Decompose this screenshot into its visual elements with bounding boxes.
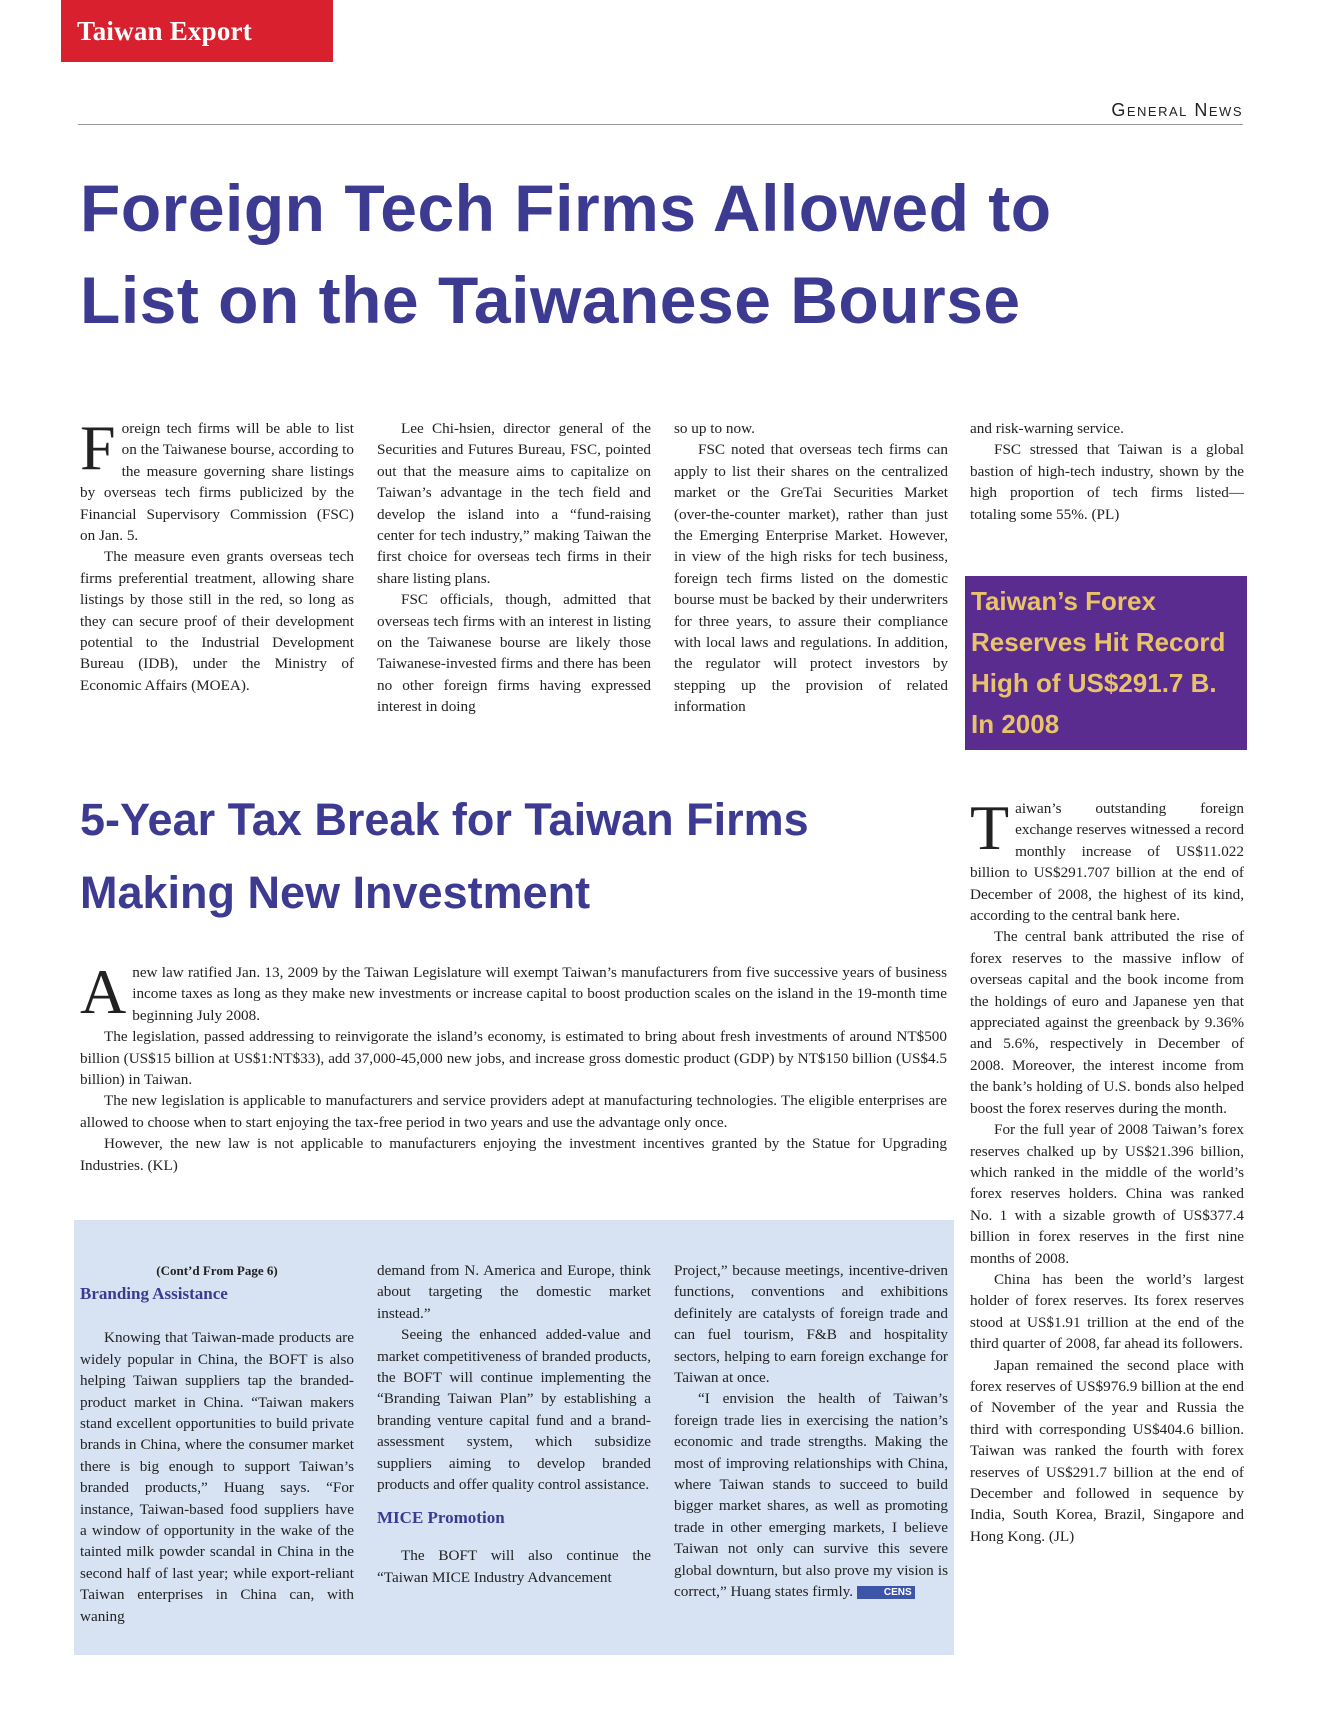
paragraph: The BOFT will also continue the “Taiwan MICE Industry Advancement — [377, 1547, 651, 1586]
paragraph: China has been the world’s largest holder of forex reserves. Its forex reserves stood at US$1.91 trillion at the end of the third quarter of 2008, far ahead its followers. — [970, 1270, 1244, 1353]
branding-column-3 — [674, 1260, 948, 1603]
forex-headline-box — [965, 576, 1247, 750]
branding-column-2 — [377, 1260, 651, 1588]
paragraph: so up to now. — [674, 420, 755, 437]
branding-column-1 — [80, 1260, 354, 1627]
header-rule — [78, 124, 1243, 125]
article-2-body — [80, 956, 947, 1176]
dropcap: T — [970, 792, 1010, 863]
paragraph: The measure even grants overseas tech firms preferential treatment, allowing share listings by those still in the red, so long as they can secure proof of their development potential to the Industrial Development Bureau (IDB), under the Ministry of Economic Affairs (MOEA). — [80, 548, 354, 694]
article-1-column-2 — [377, 418, 651, 718]
paragraph: Japan remained the second place with forex reserves of US$976.9 billion at the end of November of the year and Russia the third with corresponding US$404.6 billion. Taiwan was ranked the fourth with forex reserves of US$291.7 billion at the end of December and followed in sequence by India, South Korea, Brazil, Singapore and Hong Kong. (JL) — [970, 1356, 1244, 1545]
article-1-column-1 — [80, 412, 354, 696]
paragraph: new law ratified Jan. 13, 2009 by the Taiwan Legislature will exempt Taiwan’s manufacturers from five successive years of business income taxes as long as they make new investments or increase capital to boost production scales on the island in the 19-month time beginning July 2008. — [132, 964, 947, 1024]
paragraph: The central bank attributed the rise of forex reserves to the massive inflow of overseas capital and the book income from the holdings of euro and Japanese yen that appreciated against the greenback by 9.36% and 5.6%, respectively in December of 2008. Moreover, the interest income from the bank’s holding of U.S. bonds also helped boost the forex reserves during the month. — [970, 928, 1244, 1117]
box-line: In 2008 — [971, 709, 1060, 739]
paragraph: Project,” because meetings, incentive-driven functions, conventions and exhibitions definitely are catalysts of foreign trade and can fuel tourism, F&B and hospitality sectors, helping to earn foreign exchange for Taiwan at once. — [674, 1262, 948, 1387]
article-1-headline — [80, 162, 1240, 346]
headline-line-2: Making New Investment — [80, 867, 591, 918]
box-line: High of US$291.7 B. — [971, 668, 1217, 698]
paragraph: Seeing the enhanced added-value and market competitiveness of branded products, the BOFT will continue implementing the “Branding Taiwan Plan” by establishing a branding venture capital fund and a brand-assessment system, which subsidize suppliers aiming to develop branded products and offer quality control assistance. — [377, 1326, 651, 1494]
forex-article — [970, 792, 1244, 1547]
paragraph: oreign tech firms will be able to list on the Taiwanese bourse, according to the measure governing share listings by overseas tech firms publicized by the Financial Supervisory Commission (FSC) on Jan. 5. — [80, 420, 354, 545]
box-line: Reserves Hit Record — [971, 627, 1226, 657]
box-line: Taiwan’s Forex — [971, 586, 1156, 616]
paragraph: “I envision the health of Taiwan’s foreign trade lies in exercising the nation’s economic and trade strengths. Making the most of improving relationships with China, where Taiwan stands to succeed to build bigger market shares, as well as promoting trade in other emerging markets, I believe Taiwan not only can survive this severe global downturn, but also prove my vision is correct,” Huang states firmly. — [674, 1390, 948, 1601]
branding-heading: Branding Assistance — [80, 1284, 228, 1304]
headline-line-1: Foreign Tech Firms Allowed to — [80, 171, 1052, 245]
mice-heading: MICE Promotion — [377, 1508, 505, 1528]
section-label: General News — [1111, 100, 1243, 120]
paragraph: The legislation, passed addressing to reinvigorate the island’s economy, is estimated to bring about fresh investments of around NT$500 billion (US$15 billion at US$1:NT$33), add 37,000-45,000 new jobs, and increase gross domestic product (GDP) by NT$150 billion (US$4.5 billion) in Taiwan. — [80, 1028, 947, 1089]
paragraph: Knowing that Taiwan-made products are widely popular in China, the BOFT is also helping Taiwan suppliers tap the branded-product market in China. “Taiwan makers stand excellent opportunities to build private brands in China, where the consumer market there is big enough to support Taiwan’s branded products,” Huang says. “For instance, Taiwan-based food suppliers have a window of opportunity in the wake of the tainted milk powder scandal in China in the second half of last year; while export-reliant Taiwan enterprises in China can, with waning — [80, 1329, 354, 1625]
article-1-column-3 — [674, 418, 948, 718]
article-1-column-4 — [970, 418, 1244, 525]
continued-note: (Cont’d From Page 6) — [156, 1263, 278, 1278]
paragraph: and risk-warning service. — [970, 420, 1124, 437]
paragraph: The new legislation is applicable to manufacturers and service providers adept at manufacturing technologies. The eligible enterprises are allowed to choose when to start enjoying the tax-free period in two years and use the advantage only once. — [80, 1092, 947, 1131]
paragraph: Lee Chi-hsien, director general of the Securities and Futures Bureau, FSC, pointed out that the measure aims to capitalize on Taiwan’s advantage in the tech field and develop the island into a “fund-raising center for tech industry,” making Taiwan the first choice for overseas tech firms in their share listing plans. — [377, 420, 651, 587]
article-2-headline — [80, 783, 980, 929]
paragraph: aiwan’s outstanding foreign exchange reserves witnessed a record monthly increase of US$11.022 billion to US$291.707 billion at the end of December of 2008, the highest of its kind, according to the central bank here. — [970, 800, 1244, 925]
cens-logo: CENS — [857, 1586, 915, 1599]
paragraph: FSC officials, though, admitted that overseas tech firms with an interest in listing on the Taiwanese bourse are likely those Taiwanese-invested firms and there has been no other foreign firms having expressed interest in doing — [377, 591, 651, 716]
paragraph: For the full year of 2008 Taiwan’s forex reserves chalked up by US$21.396 billion, which ranked in the middle of the world’s forex reserves holders. China was ranked No. 1 with a sizable growth of US$377.4 billion in forex reserves in the first nine months of 2008. — [970, 1121, 1244, 1267]
headline-line-1: 5-Year Tax Break for Taiwan Firms — [80, 794, 809, 845]
headline-line-2: List on the Taiwanese Bourse — [80, 263, 1021, 337]
paragraph: However, the new law is not applicable to manufacturers enjoying the investment incentives granted by the Statue for Upgrading Industries. (KL) — [80, 1135, 947, 1174]
paragraph: FSC stressed that Taiwan is a global bastion of high-tech industry, shown by the high proportion of tech firms listed—totaling some 55%. (PL) — [970, 441, 1244, 523]
paragraph: FSC noted that overseas tech firms can apply to list their shares on the centralized market or the GreTai Securities Market (over-the-counter market), rather than just the Emerging Enterprise Market. However, in view of the high risks for tech business, foreign tech firms listed on the domestic bourse must be backed by their underwriters for three years, to assure their compliance with local laws and regulations. In addition, the regulator will protect investors by stepping up the provision of related information — [674, 441, 948, 716]
dropcap: F — [80, 412, 116, 483]
dropcap: A — [80, 956, 127, 1027]
paragraph: demand from N. America and Europe, think about targeting the domestic market instead.” — [377, 1262, 651, 1322]
masthead: Taiwan Export Express — [61, 0, 333, 62]
